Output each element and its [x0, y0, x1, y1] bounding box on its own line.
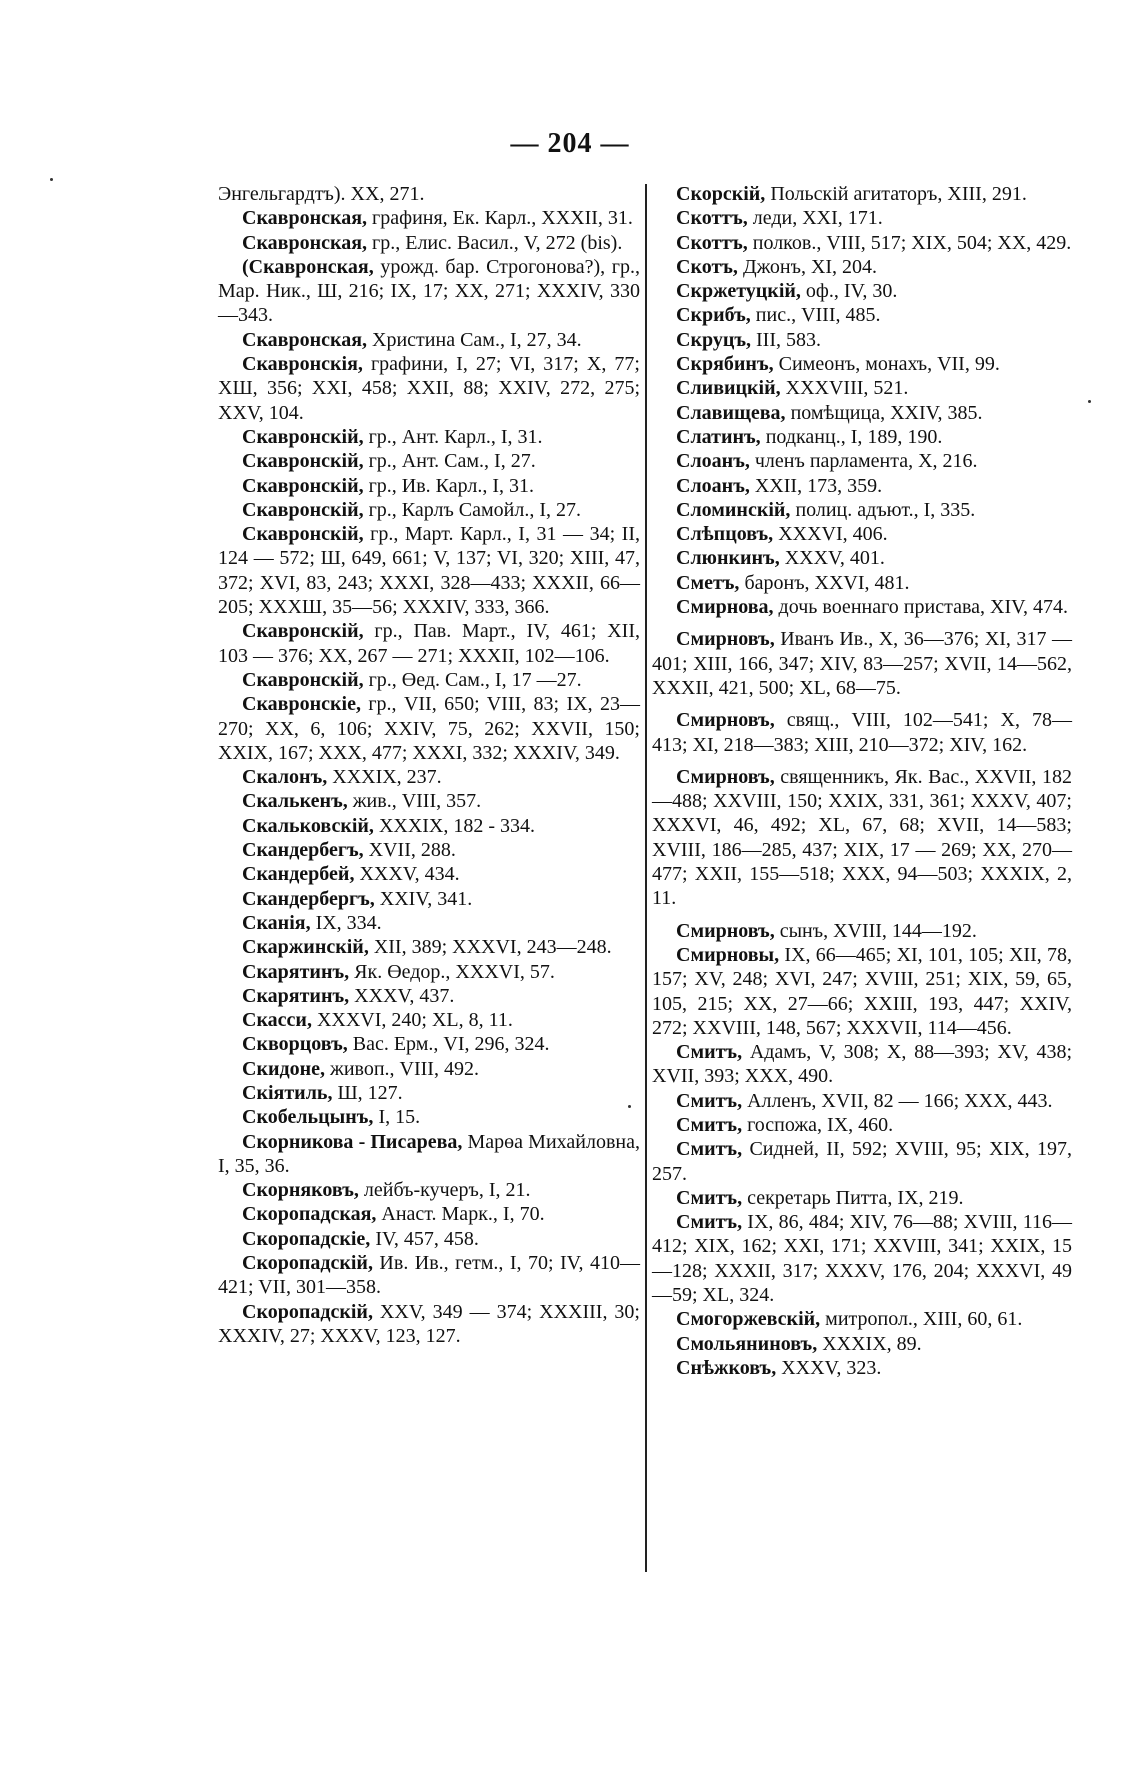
entry-heading: Скавронская, [242, 328, 368, 351]
entry-heading: Скавронскія, [242, 353, 363, 376]
entry-refs: леди, XXI, 171. [747, 207, 883, 230]
entry-refs: Симеонъ, монахъ, VII, 99. [773, 353, 1000, 376]
entry-heading: Скотъ, [676, 255, 738, 278]
index-entry [218, 789, 640, 813]
entry-heading: Славищева, [676, 401, 786, 424]
index-entry [652, 182, 1072, 206]
entry-refs: Адамъ, V, 308; X, 88—393; XV, 438; XVII, 393; XXX, 490. [652, 1041, 1072, 1088]
entry-refs: полков., VIII, 517; XIX, 504; XX, 429. [747, 231, 1072, 254]
entry-refs: графиня, Ек. Карл., XXXII, 31. [367, 207, 633, 230]
index-entry [652, 1210, 1072, 1307]
index-entry [218, 984, 640, 1008]
index-entry [652, 449, 1072, 473]
index-entry [652, 943, 1072, 1040]
index-entry [218, 182, 640, 206]
column-divider [645, 184, 647, 1572]
entry-refs: оф., IV, 30. [800, 280, 898, 303]
index-entry [218, 1251, 640, 1300]
entry-refs: пис., VIII, 485. [750, 304, 881, 327]
entry-heading: Скоропадскій, [242, 1252, 373, 1275]
entry-refs: гр., Өед. Сам., I, 17 —27. [363, 668, 582, 691]
entry-refs: Энгельгардтъ). XX, 271. [218, 183, 425, 205]
entry-refs: священникъ, Як. Вас., XXVII, 182—488; XXVIII, 150; XXIX, 331, 361; XXXV, 407; XXXVI, 46, 492; XL, 67, 68; XVII, 14—583; XVIII, 186—285, 437; XIX, 17 — 269; XX, 270—477; XXII, 155—518; XXX, 94—503; XXXIX, 2, 11. [652, 765, 1072, 910]
entry-heading: Скандербей, [242, 863, 355, 886]
entry-heading: Скоропадская, [242, 1203, 377, 1226]
entry-heading: Скіятиль, [242, 1081, 333, 1104]
entry-heading: Смитъ, [676, 1041, 743, 1064]
entry-refs: XXXIX, 89. [817, 1332, 922, 1355]
index-entry [218, 862, 640, 886]
entry-refs: IV, 457, 458. [370, 1227, 479, 1250]
entry-refs: баронъ, XXVI, 481. [739, 571, 910, 594]
entry-heading: Смирновъ, [676, 919, 775, 942]
index-entry [652, 279, 1072, 303]
entry-heading: Скоропадскій, [242, 1300, 373, 1323]
index-entry [218, 814, 640, 838]
entry-refs: подканц., I, 189, 190. [760, 425, 943, 448]
entry-heading: Снѣжковъ, [676, 1356, 777, 1379]
entry-refs: XII, 389; XXXVI, 243—248. [368, 936, 612, 959]
entry-heading: Скавронскій, [242, 425, 364, 448]
index-entry [652, 1040, 1072, 1089]
index-entry [218, 1032, 640, 1056]
entry-refs: Як. Өедор., XXXVI, 57. [349, 960, 555, 983]
entry-refs: живоп., VIII, 492. [325, 1057, 479, 1080]
entry-heading: Сметъ, [676, 571, 740, 594]
index-entry [218, 911, 640, 935]
entry-refs: XXV, 349 — 374; XXXIII, 30; XXXIV, 27; XXXV, 123, 127. [218, 1300, 640, 1347]
index-entry [218, 887, 640, 911]
entry-refs: III, 583. [751, 328, 821, 351]
entry-heading: Смитъ, [676, 1211, 743, 1234]
entry-refs: XXXVI, 406. [773, 523, 888, 546]
entry-heading: Смитъ, [676, 1186, 743, 1209]
entry-heading: Смирновъ, [676, 709, 775, 732]
entry-heading: Скрибъ, [676, 304, 751, 327]
entry-refs: XXXV, 434. [354, 863, 460, 886]
entry-refs: Анаст. Марк., I, 70. [376, 1203, 545, 1226]
entry-heading: Слюнкинъ, [676, 547, 780, 570]
entry-refs: урожд. бар. Строгонова?), гр., Мар. Ник., Ш, 216; IX, 17; XX, 271; XXXIV, 330—343. [218, 255, 640, 327]
entry-heading: Скаржинскій, [242, 936, 369, 959]
entry-heading: Сломинскій, [676, 498, 791, 521]
entry-refs: Марөа Михайловна, I, 35, 36. [218, 1130, 640, 1177]
index-entry [218, 425, 640, 449]
entry-heading: Смогоржевскій, [676, 1308, 821, 1331]
entry-heading: Смирновъ, [676, 628, 775, 651]
index-entry [652, 1113, 1072, 1137]
entry-heading: Слоанъ, [676, 474, 750, 497]
entry-refs: XXXV, 323. [776, 1356, 882, 1379]
index-entry [652, 1186, 1072, 1210]
entry-refs: Ив. Ив., гетм., I, 70; IV, 410—421; VII, 301—358. [218, 1252, 640, 1299]
index-entry [218, 960, 640, 984]
entry-refs: Вас. Ерм., VI, 296, 324. [347, 1033, 550, 1056]
entry-refs: членъ парламента, X, 216. [749, 450, 978, 473]
entry-refs: XXXVI, 240; XL, 8, 11. [311, 1009, 513, 1032]
entry-refs: IX, 334. [310, 911, 382, 934]
entry-heading: Скобельцынъ, [242, 1106, 374, 1129]
entry-heading: Скандербегъ, [242, 839, 364, 862]
entry-refs: IX, 86, 484; XIV, 76—88; XVIII, 116—412; XIX, 162; XXI, 171; XXVIII, 341; XXIX, 15—128; XXXII, 317; XXXV, 176, 204; XXXVI, 49—59; XL, 324. [652, 1211, 1072, 1307]
entry-refs: XXXIX, 182 - 334. [373, 814, 536, 837]
entry-heading: Скальковскій, [242, 814, 374, 837]
entry-refs: гр., Елис. Васил., V, 272 (bis). [367, 231, 623, 254]
entry-heading: Скоропадскіе, [242, 1227, 371, 1250]
entry-refs: гр., VII, 650; VIII, 83; IX, 23—270; XX, 6, 106; XXIV, 75, 262; XXVII, 150; XXIX, 167; XXX, 477; XXXI, 332; XXXIV, 349. [218, 693, 640, 764]
stray-mark [1088, 400, 1091, 403]
entry-heading: Скавронскіе, [242, 693, 361, 716]
index-entry [652, 708, 1072, 757]
entry-refs: жив., VIII, 357. [347, 790, 482, 813]
index-entry [218, 1178, 640, 1202]
entry-refs: гр., Ант. Карл., I, 31. [363, 425, 543, 448]
stray-mark [628, 1105, 631, 1108]
index-entry [652, 1332, 1072, 1356]
index-entry [218, 1057, 640, 1081]
index-entry [218, 231, 640, 255]
index-entry [652, 919, 1072, 943]
stray-mark [50, 178, 53, 181]
index-entry [652, 1307, 1072, 1331]
entry-heading: Слатинъ, [676, 425, 761, 448]
index-entry [652, 303, 1072, 327]
entry-refs: Ш, 127. [332, 1081, 403, 1104]
entry-refs: Польскій агитаторъ, XIII, 291. [765, 183, 1027, 205]
entry-heading: Скоттъ, [676, 207, 748, 230]
index-entry [652, 352, 1072, 376]
entry-refs: XXIV, 341. [374, 887, 473, 910]
entry-heading: Скорняковъ, [242, 1179, 359, 1202]
index-entry [218, 619, 640, 668]
entry-heading: Сканія, [242, 911, 311, 934]
entry-refs: гр., Март. Карл., I, 31 — 34; II, 124 — 572; Ш, 649, 661; V, 137; VI, 320; XIII, 47, 372; XVI, 83, 243; XXXI, 328—433; XXXII, 66—205; XXXШ, 35—56; XXXIV, 333, 366. [218, 523, 640, 619]
entry-heading: Скавронскій, [242, 668, 364, 691]
index-entry [652, 425, 1072, 449]
index-entry [652, 401, 1072, 425]
entry-refs: I, 15. [373, 1106, 421, 1129]
index-entry [218, 838, 640, 862]
index-entry [652, 206, 1072, 230]
entry-heading: Смитъ, [676, 1089, 743, 1112]
entry-heading: Смирновъ, [676, 765, 775, 788]
index-entry [218, 206, 640, 230]
entry-heading: Скавронская, [242, 207, 368, 230]
entry-heading: Скавронскій, [242, 523, 364, 546]
entry-refs: XXII, 173, 359. [749, 474, 883, 497]
entry-refs: Сидней, II, 592; XVIII, 95; XIX, 197, 257. [652, 1138, 1072, 1185]
index-entry [218, 1300, 640, 1349]
index-entry [652, 1356, 1072, 1380]
index-entry [652, 595, 1072, 619]
entry-refs: госпожа, IX, 460. [742, 1113, 894, 1136]
entry-heading: Смитъ, [676, 1138, 743, 1161]
index-entry [218, 352, 640, 425]
entry-refs: митропол., XIII, 60, 61. [820, 1308, 1023, 1331]
index-entry [218, 1227, 640, 1251]
entry-heading: Скавронскій, [242, 498, 364, 521]
entry-heading: Слѣпцовъ, [676, 523, 774, 546]
entry-refs: полиц. адъют., I, 335. [790, 498, 976, 521]
index-entry [652, 1089, 1072, 1113]
index-entry [652, 627, 1072, 700]
entry-refs: Христина Сам., I, 27, 34. [367, 328, 582, 351]
entry-heading: Скавронскій, [242, 620, 364, 643]
index-entry [218, 474, 640, 498]
entry-refs: Алленъ, XVII, 82 — 166; XXX, 443. [742, 1089, 1053, 1112]
entry-heading: Скрябинъ, [676, 353, 774, 376]
entry-refs: гр., Карлъ Самойл., I, 27. [363, 498, 582, 521]
entry-heading: Скруцъ, [676, 328, 752, 351]
entry-heading: Смольяниновъ, [676, 1332, 818, 1355]
index-entry [218, 692, 640, 765]
entry-heading: Смирновы, [676, 943, 780, 966]
index-entry [652, 1137, 1072, 1186]
index-entry [218, 935, 640, 959]
entry-heading: Скржетуцкій, [676, 280, 801, 303]
entry-refs: гр., Пав. Март., IV, 461; XII, 103 — 376; XX, 267 — 271; XXXII, 102—106. [218, 620, 640, 667]
entry-refs: XXXVIII, 521. [780, 377, 909, 400]
index-entry [218, 328, 640, 352]
index-entry [218, 1008, 640, 1032]
index-entry [218, 498, 640, 522]
entry-refs: XXXV, 437. [349, 984, 455, 1007]
index-entry [652, 255, 1072, 279]
index-entry [218, 449, 640, 473]
entry-heading: Сливицкій, [676, 377, 781, 400]
index-entry [652, 376, 1072, 400]
index-entry [652, 765, 1072, 911]
entry-refs: дочь военнаго пристава, XIV, 474. [773, 596, 1068, 619]
entry-refs: XXXIX, 237. [327, 766, 442, 789]
entry-refs: сынъ, XVIII, 144—192. [774, 919, 977, 942]
index-entry [652, 546, 1072, 570]
entry-heading: (Скавронская, [242, 255, 374, 278]
entry-refs: гр., Ант. Сам., I, 27. [363, 450, 536, 473]
entry-refs: XXXV, 401. [779, 547, 885, 570]
entry-refs: помѣщица, XXIV, 385. [785, 401, 983, 424]
entry-refs: XVII, 288. [363, 839, 456, 862]
index-entry [652, 328, 1072, 352]
entry-heading: Скавронскій, [242, 474, 364, 497]
index-entry [218, 1130, 640, 1179]
entry-heading: Скавронская, [242, 231, 368, 254]
index-entry [218, 1202, 640, 1226]
entry-heading: Скворцовъ, [242, 1033, 348, 1056]
entry-refs: IX, 66—465; XI, 101, 105; XII, 78, 157; XV, 248; XVI, 247; XVIII, 251; XIX, 59, 65, 105, 215; XX, 27—66; XXIII, 193, 447; XXIV, 272; XXVIII, 148, 567; XXXVII, 114—456. [652, 943, 1072, 1039]
index-entry [218, 1081, 640, 1105]
entry-heading: Скалонъ, [242, 766, 328, 789]
index-entry [652, 498, 1072, 522]
entry-heading: Скалькенъ, [242, 790, 348, 813]
entry-heading: Смирнова, [676, 596, 774, 619]
entry-heading: Скандербергъ, [242, 887, 375, 910]
entry-heading: Слоанъ, [676, 450, 750, 473]
entry-heading: Скидоне, [242, 1057, 326, 1080]
entry-refs: графини, I, 27; VI, 317; X, 77; ХШ, 356; XXI, 458; XXII, 88; XXIV, 272, 275; XXV, 104. [218, 353, 640, 424]
index-entry [218, 522, 640, 619]
entry-refs: лейбъ-кучеръ, I, 21. [358, 1179, 531, 1202]
entry-heading: Скоттъ, [676, 231, 748, 254]
page-number: — 204 — [510, 128, 630, 159]
entry-heading: Скорникова - Писарева, [242, 1130, 463, 1153]
entry-heading: Смитъ, [676, 1113, 743, 1136]
entry-refs: гр., Ив. Карл., I, 31. [363, 474, 535, 497]
index-entry [652, 474, 1072, 498]
entry-refs: секретарь Питта, IX, 219. [742, 1186, 964, 1209]
entry-heading: Скавронскій, [242, 450, 364, 473]
entry-refs: Джонъ, XI, 204. [737, 255, 878, 278]
index-entry [218, 255, 640, 328]
left-column [218, 182, 640, 1348]
index-entry [652, 571, 1072, 595]
entry-heading: Скарятинъ, [242, 984, 350, 1007]
index-entry [218, 1105, 640, 1129]
entry-heading: Скорскій, [676, 183, 766, 205]
index-entry [652, 231, 1072, 255]
index-entry [218, 668, 640, 692]
entry-heading: Скасси, [242, 1009, 312, 1032]
entry-refs: свящ., VIII, 102—541; X, 78—413; XI, 218—383; XIII, 210—372; XIV, 162. [652, 709, 1072, 756]
entry-refs: Иванъ Ив., X, 36—376; XI, 317 — 401; XIII, 166, 347; XIV, 83—257; XVII, 14—562, XXXII, 421, 500; XL, 68—75. [652, 628, 1072, 699]
entry-heading: Скарятинъ, [242, 960, 350, 983]
index-entry [218, 765, 640, 789]
right-column [652, 182, 1072, 1380]
index-entry [652, 522, 1072, 546]
